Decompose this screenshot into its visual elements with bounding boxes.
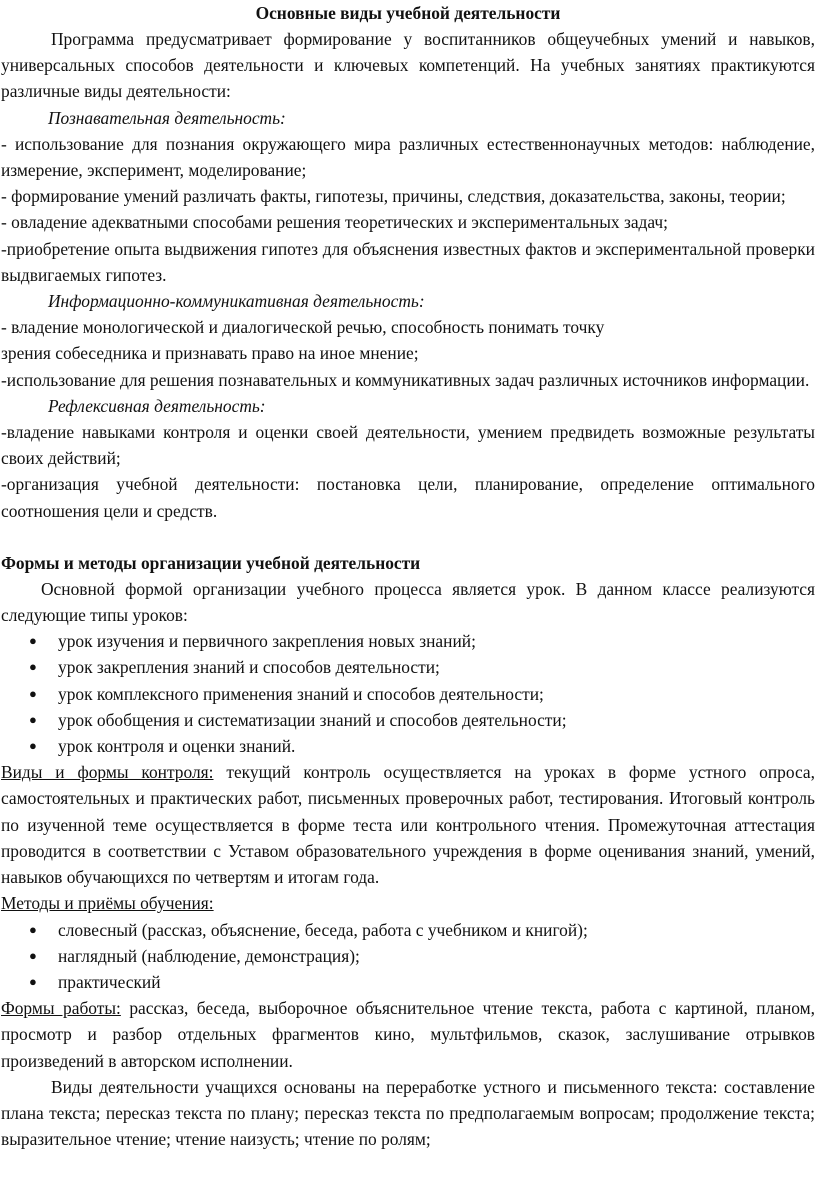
work-text: рассказ, беседа, выборочное объяснительное чтение текста, работа с картиной, планом, просмотр и разбор отдельных фрагментов кино, мультфильмов, сказок, заслушивание отрывков произведений в авторском исполнении. xyxy=(1,998,815,1071)
list-item-text: урок контроля и оценки знаний. xyxy=(58,736,296,757)
intro-paragraph: Программа предусматривает формирование у воспитанников общеучебных умений и навыков, универсальных способов деятельности и ключевых компетенций. На учебных занятиях практикуются различные виды деятельности: xyxy=(1,29,815,102)
list-item xyxy=(1,943,815,969)
bullet-icon: ● xyxy=(29,738,37,754)
communicative-heading: Информационно-коммуникативная деятельность: xyxy=(48,291,425,312)
reflexive-item: -организация учебной деятельности: постановка цели, планирование, определение оптимального соотношения цели и средств. xyxy=(1,474,815,521)
cognitive-item: - использование для познания окружающего мира различных естественнонаучных методов: наблюдение, измерение, эксперимент, моделирование; xyxy=(1,133,815,181)
cognitive-heading: Познавательная деятельность: xyxy=(48,107,286,128)
list-item xyxy=(1,969,815,995)
reflexive-heading: Рефлексивная деятельность: xyxy=(48,395,266,416)
bullet-icon: ● xyxy=(29,973,37,989)
list-item xyxy=(1,681,815,707)
cognitive-item: - овладение адекватными способами решения теоретических и экспериментальных задач; xyxy=(1,212,668,233)
list-item-text: урок изучения и первичного закрепления новых знаний; xyxy=(58,631,476,652)
bullet-icon: ● xyxy=(29,711,37,727)
bullet-icon: ● xyxy=(29,685,37,701)
list-item-text: урок комплексного применения знаний и способов деятельности; xyxy=(58,683,544,704)
bullet-icon: ● xyxy=(29,947,37,963)
section-title: Формы и методы организации учебной деятельности xyxy=(1,552,421,573)
bullet-icon: ● xyxy=(29,921,37,937)
list-item xyxy=(1,707,815,733)
control-text: текущий контроль осуществляется на уроках в форме устного опроса, самостоятельных и практических работ, письменных проверочных работ, тестирования. Итоговый контроль по изученной теме осуществляется в форме теста или контрольного чтения. Промежуточная аттестация проводится в соответствии с Уставом образовательного учреждения в форме оценивания знаний, умений, навыков обучающихся по четвертям и итогам года. xyxy=(1,762,815,888)
work-label: Формы работы: xyxy=(1,998,121,1019)
communicative-item: -использование для решения познавательных и коммуникативных задач различных источников информации. xyxy=(1,369,810,390)
reflexive-item: -владение навыками контроля и оценки своей деятельности, умением предвидеть возможные результаты своих действий; xyxy=(1,422,815,469)
bullet-icon: ● xyxy=(29,659,37,675)
methods-list xyxy=(1,917,815,996)
list-item-text: наглядный (наблюдение, демонстрация); xyxy=(58,945,360,966)
methods-paragraph xyxy=(1,890,815,916)
list-item xyxy=(1,733,815,759)
control-label: Виды и формы контроля: xyxy=(1,762,214,783)
communicative-line: зрения собеседника и признавать право на иное мнение; xyxy=(1,343,419,364)
list-item-text: практический xyxy=(58,971,161,992)
list-item xyxy=(1,654,815,680)
page-title: Основные виды учебной деятельности xyxy=(255,3,561,23)
list-item xyxy=(1,917,815,943)
control-paragraph xyxy=(1,759,815,890)
list-item-text: урок обобщения и систематизации знаний и способов деятельности; xyxy=(58,709,567,730)
forms-intro: Основной формой организации учебного процесса является урок. В данном классе реализуются следующие типы уроков: xyxy=(1,578,815,626)
list-item xyxy=(1,628,815,654)
lesson-types-list xyxy=(1,628,815,759)
list-item-text: урок закрепления знаний и способов деятельности; xyxy=(58,657,440,678)
cognitive-item: - формирование умений различать факты, гипотезы, причины, следствия, доказательства, законы, теории; xyxy=(1,186,786,207)
methods-label: Методы и приёмы обучения: xyxy=(1,893,214,914)
activities-paragraph: Виды деятельности учащихся основаны на переработке устного и письменного текста: составление плана текста; пересказ текста по плану; пересказ текста по предполагаемым вопросам; продолжение текста; выразительное чтение; чтение наизусть; чтение по ролям; xyxy=(1,1076,815,1150)
cognitive-item: -приобретение опыта выдвижения гипотез для объяснения известных фактов и экспериментальной проверки выдвигаемых гипотез. xyxy=(1,238,815,285)
work-paragraph xyxy=(1,995,815,1074)
bullet-icon: ● xyxy=(29,633,37,649)
list-item-text: словесный (рассказ, объяснение, беседа, работа с учебником и книгой); xyxy=(58,919,588,940)
communicative-line: - владение монологической и диалогической речью, способность понимать точку xyxy=(1,317,605,338)
